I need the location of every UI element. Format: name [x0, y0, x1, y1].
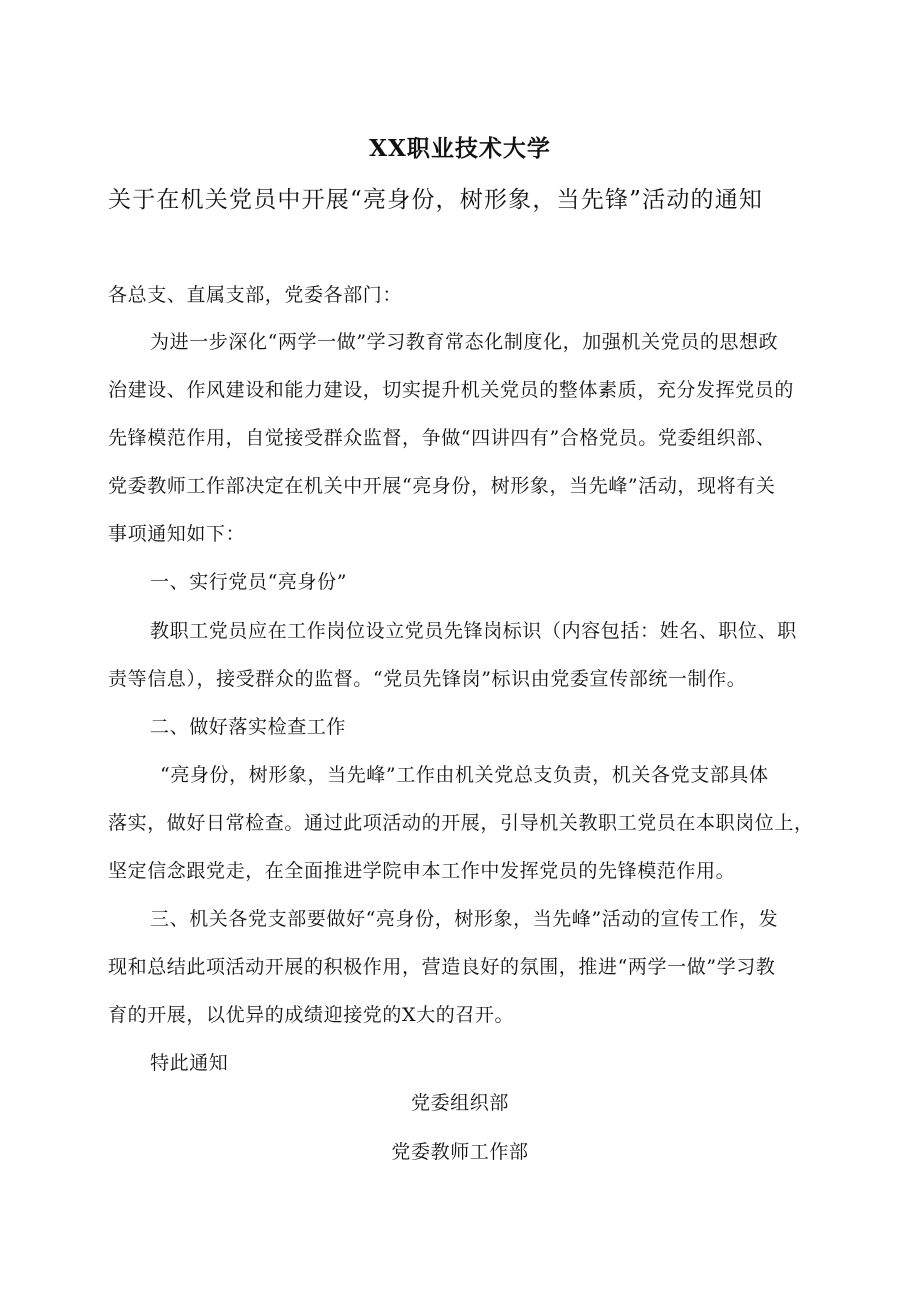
- section3-line-3: 育的开展，以优异的成绩迎接党的X大的召开。: [108, 1004, 515, 1026]
- school-name: XX职业技术大学: [369, 135, 551, 162]
- section1-line-2: 责等信息），接受群众的监督。“党员先锋岗”标识由党委宣传部统一制作。: [108, 668, 747, 690]
- section2-line-2: 落实，做好日常检查。通过此项活动的开展，引导机关教职工党员在本职岗位上，: [108, 812, 814, 834]
- intro-line-2: 治建设、作风建设和能力建设，切实提升机关党员的整体素质，充分发挥党员的: [108, 379, 795, 401]
- section1-heading: 一、实行党员“亮身份”: [150, 571, 348, 593]
- intro-line-4: 党委教师工作部决定在机关中开展“亮身份，树形象，当先峰”活动，现将有关: [108, 475, 776, 497]
- section1-line-1: 教职工党员应在工作岗位设立党员先锋岗标识（内容包括：姓名、职位、职: [150, 620, 797, 642]
- section2-line-1: “亮身份，树形象，当先峰”工作由机关党总支负责，机关各党支部具体: [160, 764, 769, 786]
- salutation: 各总支、直属支部，党委各部门：: [108, 284, 403, 306]
- signature-1: 党委组织部: [410, 1092, 509, 1114]
- section3-line-1: 三、机关各党支部要做好“亮身份，树形象，当先峰”活动的宣传工作，发: [150, 908, 779, 930]
- intro-line-5: 事项通知如下：: [108, 523, 246, 545]
- closing: 特此通知: [150, 1052, 229, 1074]
- signature-2: 党委教师工作部: [391, 1141, 529, 1163]
- section3-line-2: 现和总结此项活动开展的积极作用，营造良好的氛围，推进“两学一做”学习教: [108, 956, 776, 978]
- intro-line-3: 先锋模范作用，自觉接受群众监督，争做“四讲四有”合格党员。党委组织部、: [108, 427, 776, 449]
- section2-line-3: 坚定信念跟党走，在全面推进学院申本工作中发挥党员的先锋模范作用。: [108, 860, 736, 882]
- section2-heading: 二、做好落实检查工作: [150, 716, 347, 738]
- intro-line-1: 为进一步深化“两学一做”学习教育常态化制度化，加强机关党员的思想政: [150, 331, 779, 353]
- notice-title: 关于在机关党员中开展“亮身份，树形象，当先锋”活动的通知: [108, 187, 764, 213]
